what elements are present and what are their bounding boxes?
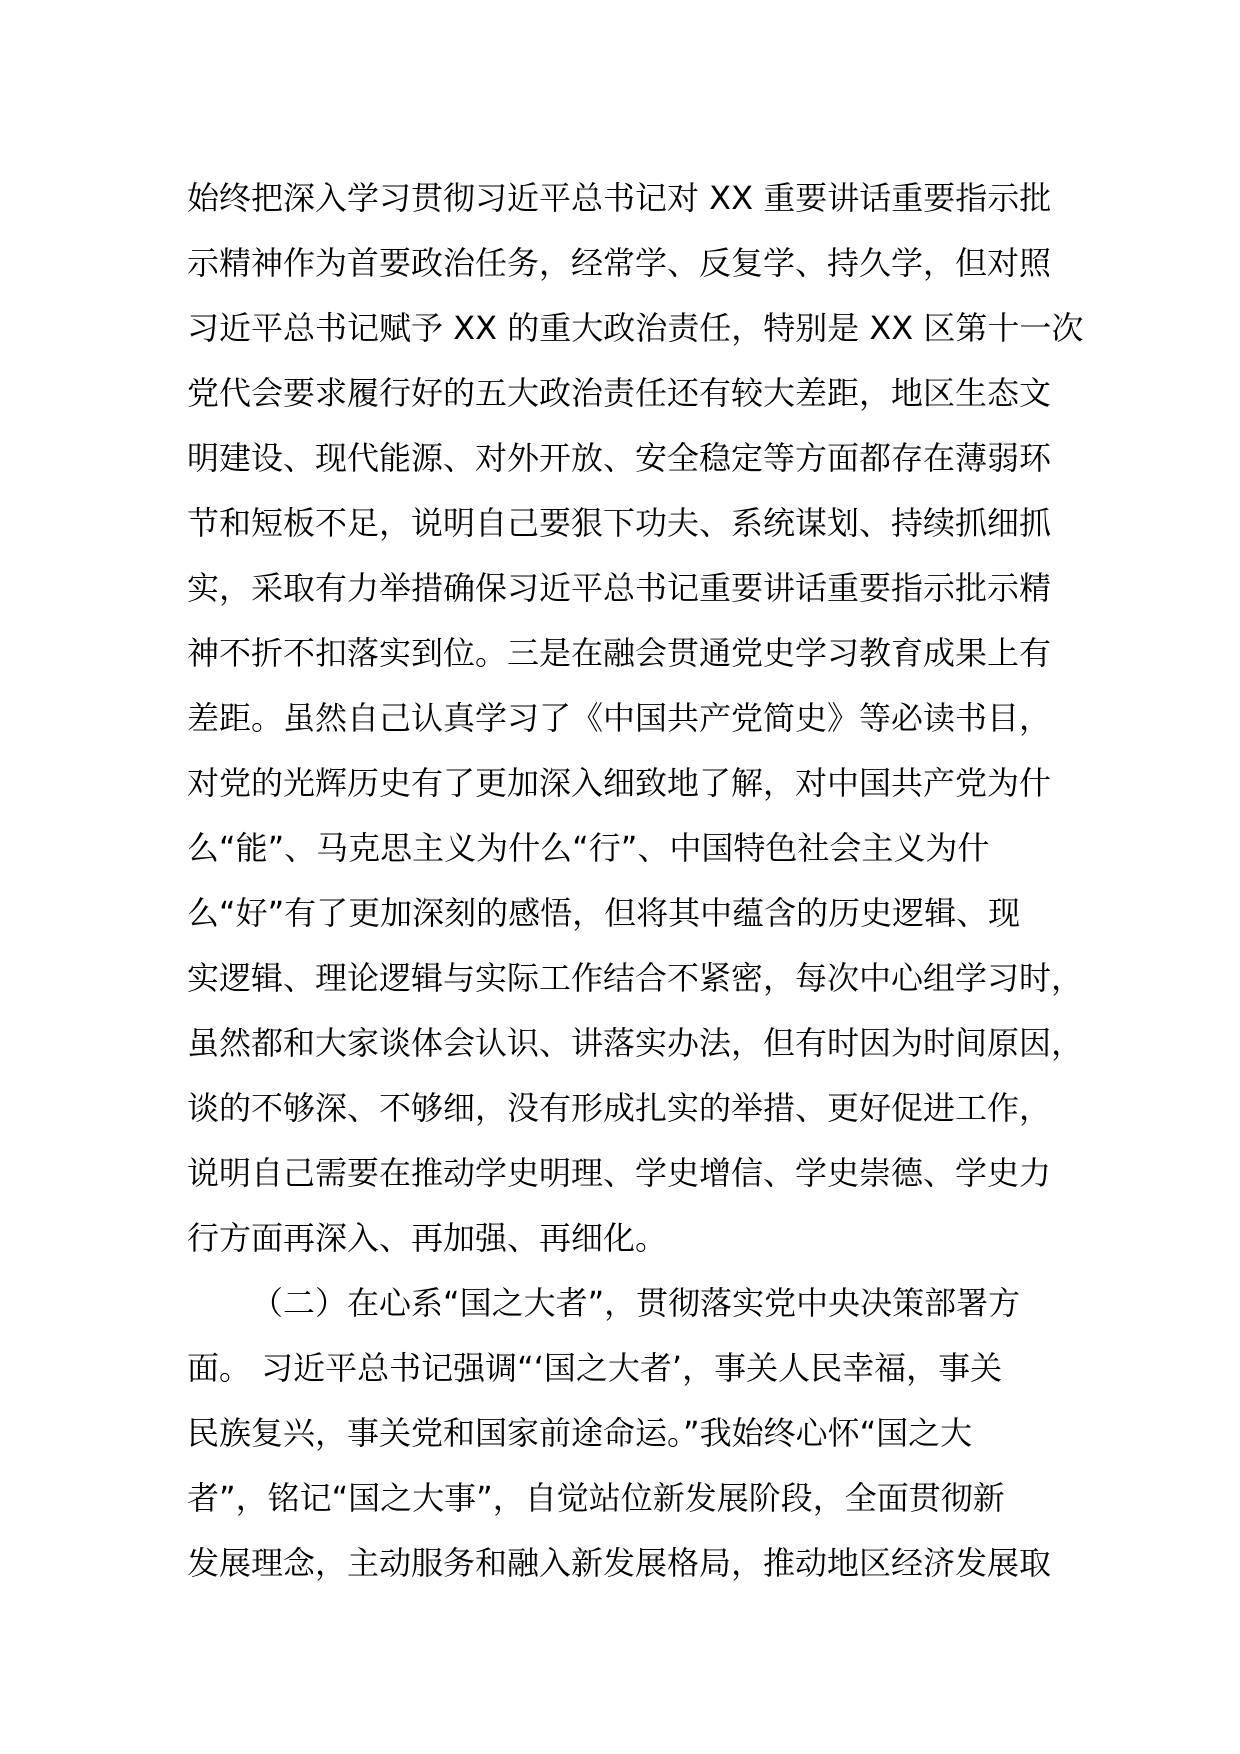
text-line: 实逻辑、理论逻辑与实际工作结合不紧密，每次中心组学习时， [187, 959, 1084, 997]
text-line: 面。 习近平总书记强调“‘国之大者’，事关人民幸福，事关 [187, 1349, 1003, 1387]
text-line: 民族复兴，事关党和国家前途命运。”我始终心怀“国之大 [187, 1414, 973, 1452]
text-line: 党代会要求履行好的五大政治责任还有较大差距，地区生态文 [187, 374, 1052, 412]
text-line: 谈的不够深、不够细，没有形成扎实的举措、更好促进工作， [187, 1089, 1052, 1127]
text-line: 实，采取有力举措确保习近平总书记重要讲话重要指示批示精 [187, 569, 1052, 607]
text-line: 示精神作为首要政治任务，经常学、反复学、持久学，但对照 [187, 244, 1052, 282]
text-line: 差距。虽然自己认真学习了《中国共产党简史》等必读书目， [187, 699, 1052, 737]
text-line: 发展理念，主动服务和融入新发展格局，推动地区经济发展取 [187, 1544, 1052, 1582]
text-line: 节和短板不足，说明自己要狠下功夫、系统谋划、持续抓细抓 [187, 504, 1052, 542]
text-line: 习近平总书记赋予 XX 的重大政治责任，特别是 XX 区第十一次 [187, 309, 1084, 347]
text-line: 神不折不扣落实到位。三是在融会贯通党史学习教育成果上有 [187, 634, 1052, 672]
text-line: 对党的光辉历史有了更加深入细致地了解，对中国共产党为什 [187, 764, 1052, 802]
body-text [187, 166, 1087, 1596]
text-line: 始终把深入学习贯彻习近平总书记对 XX 重要讲话重要指示批 [187, 179, 1052, 217]
text-line: 者”，铭记“国之大事”，自觉站位新发展阶段，全面贯彻新 [187, 1479, 1005, 1517]
text-line: 么“能”、马克思主义为什么“行”、中国特色社会主义为什 [187, 829, 990, 867]
text-line: 说明自己需要在推动学史明理、学史增信、学史崇德、学史力 [187, 1154, 1052, 1192]
text-line: （二）在心系“国之大者”，贯彻落实党中央决策部署方 [251, 1284, 1021, 1322]
text-line: 么“好”有了更加深刻的感悟，但将其中蕴含的历史逻辑、现 [187, 894, 1021, 932]
text-line: 明建设、现代能源、对外开放、安全稳定等方面都存在薄弱环 [187, 439, 1052, 477]
text-line: 行方面再深入、再加强、再细化。 [187, 1219, 668, 1257]
text-line: 虽然都和大家谈体会认识、讲落实办法，但有时因为时间原因， [187, 1024, 1084, 1062]
